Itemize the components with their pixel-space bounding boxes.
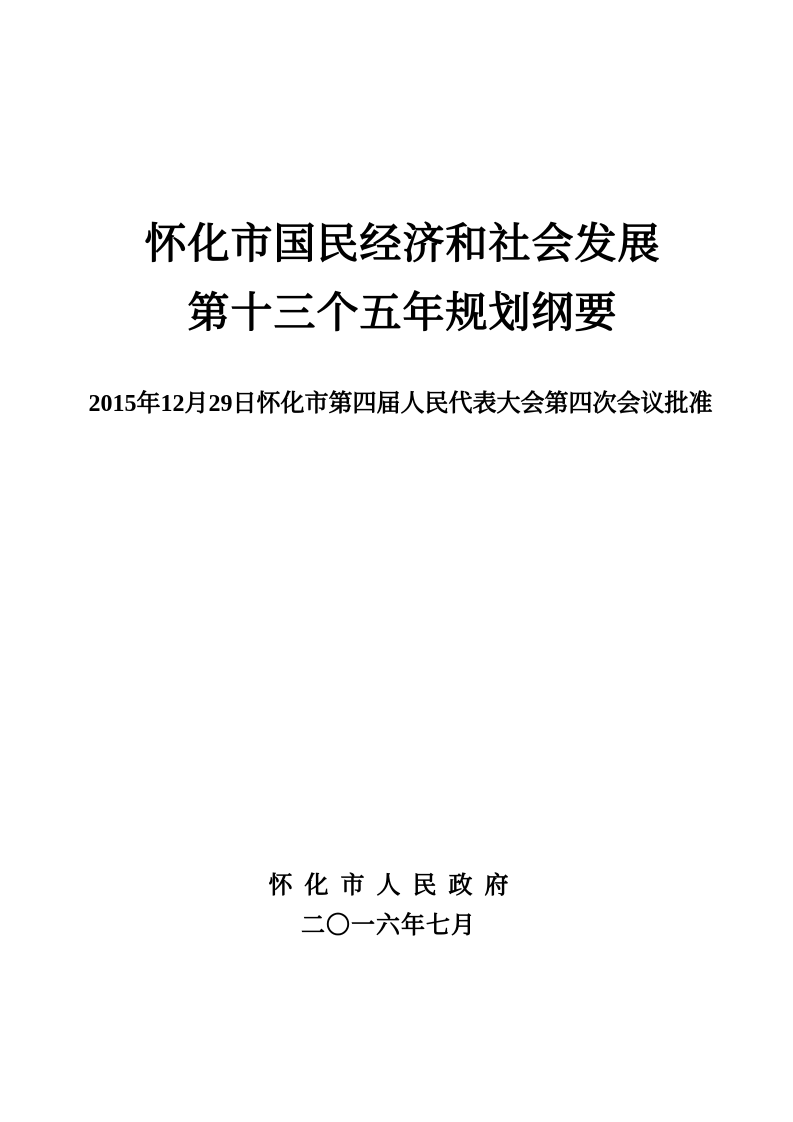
publisher-name: 怀化市人民政府 <box>268 873 521 899</box>
document-title-line-2: 第十三个五年规划纲要 <box>187 291 618 337</box>
document-title-line-1: 怀化市国民经济和社会发展 <box>144 222 661 268</box>
approval-note: 2015年12月29日怀化市第四届人民代表大会第四次会议批准 <box>88 391 713 417</box>
publish-date: 二〇一六年七月 <box>301 913 476 939</box>
